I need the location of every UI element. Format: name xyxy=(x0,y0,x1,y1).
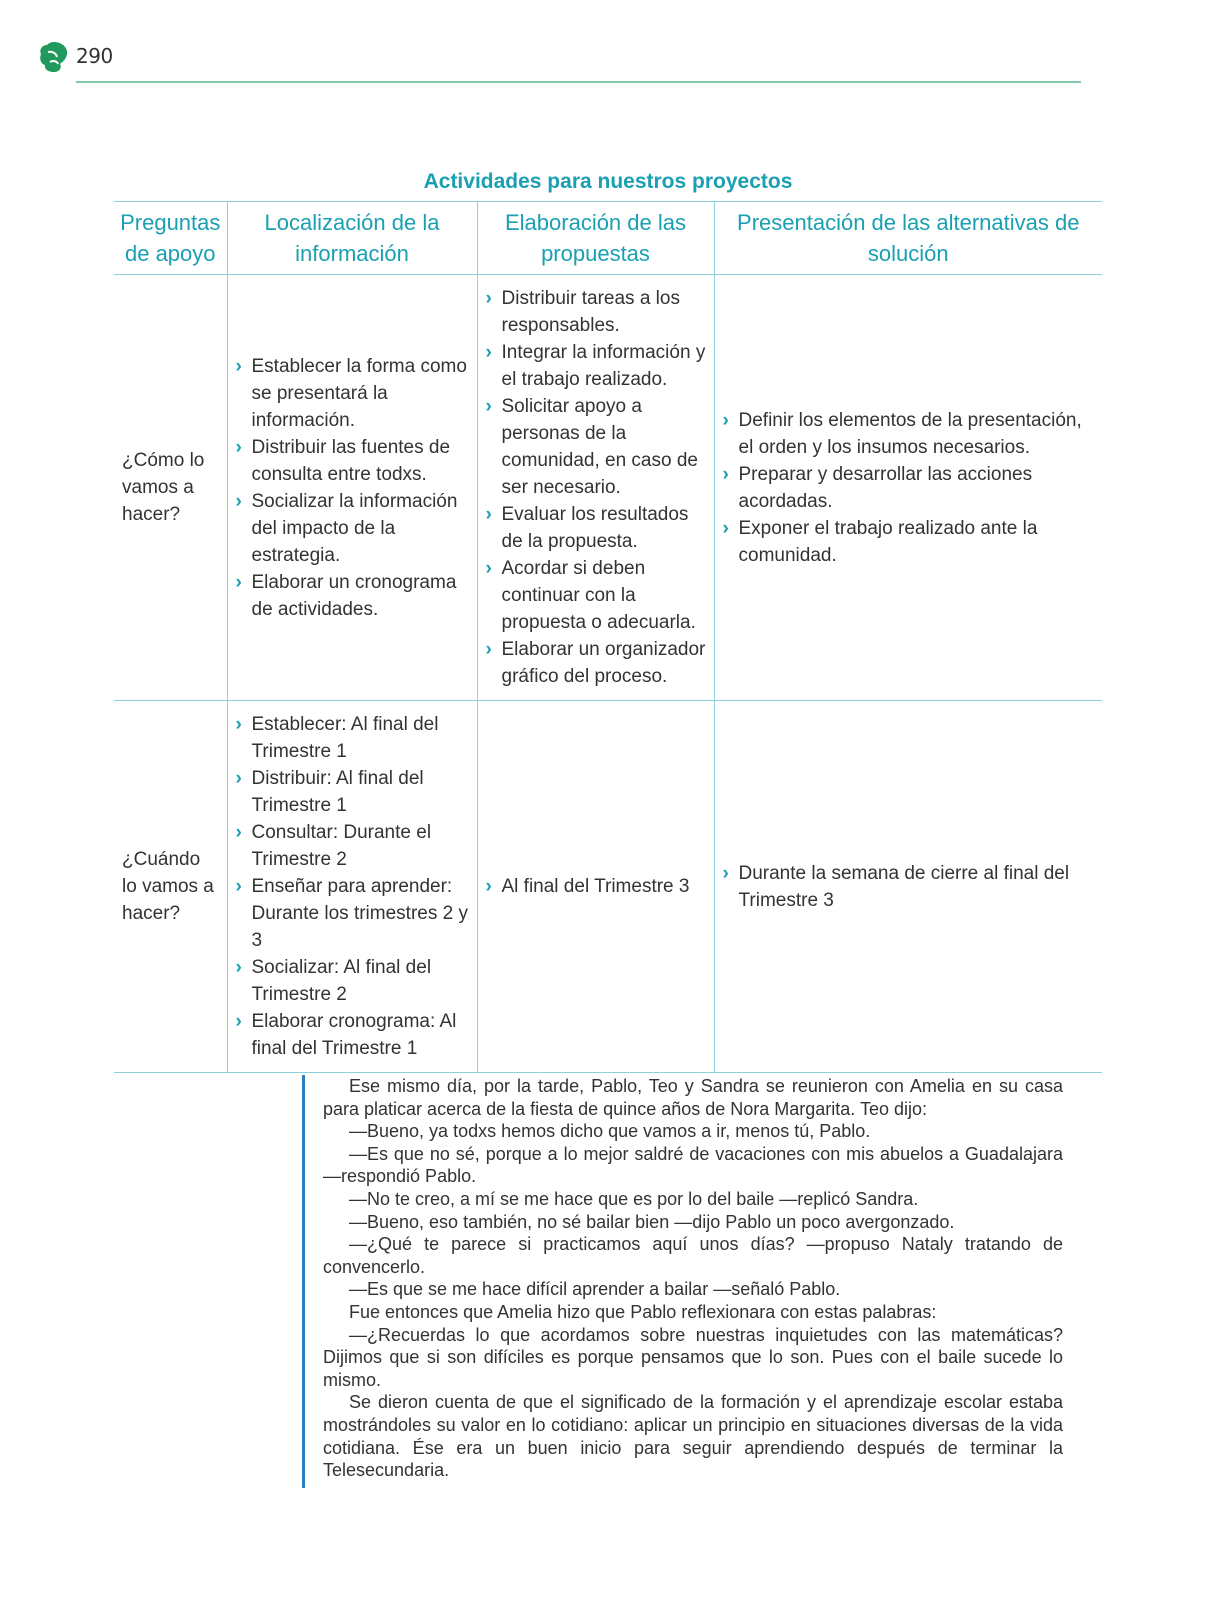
table-row xyxy=(114,701,1102,1073)
list-item: › Distribuir tareas a los responsables. xyxy=(486,285,706,339)
list-item: › Elaborar cronograma: Al final del Trimestre 1 xyxy=(236,1008,469,1062)
list-item: › Enseñar para aprender: Durante los trimestres 2 y 3 xyxy=(236,873,469,954)
story-paragraph: —¿Qué te parece si practicamos aquí unos días? —propuso Nataly tratando de convencerlo. xyxy=(323,1234,1063,1277)
list-item: › Preparar y desarrollar las acciones acordadas. xyxy=(723,461,1095,515)
story-paragraph: —No te creo, a mí se me hace que es por lo del baile —replicó Sandra. xyxy=(349,1188,919,1209)
story-text xyxy=(302,1075,1063,1488)
header-rule xyxy=(76,81,1081,83)
list-item: › Al final del Trimestre 3 xyxy=(486,873,706,900)
list-item: › Consultar: Durante el Trimestre 2 xyxy=(236,819,469,873)
list-item: › Durante la semana de cierre al final del Trimestre 3 xyxy=(723,860,1095,914)
list-item: › Solicitar apoyo a personas de la comunidad, en caso de ser necesario. xyxy=(486,393,706,501)
story-paragraph: Se dieron cuenta de que el significado de la formación y el aprendizaje escolar estaba mostrándoles su valor en lo cotidiano: aplicar un principio en situaciones diversas de la vida cotidiana. Ése era un buen inicio para seguir aprendiendo después de terminar la Telesecundaria. xyxy=(323,1392,1063,1481)
column-header: Localización de la información xyxy=(227,202,477,275)
cell-elaboracion xyxy=(477,275,714,701)
bullet-list xyxy=(236,353,469,623)
story-paragraph: Ese mismo día, por la tarde, Pablo, Teo y Sandra se reunieron con Amelia en su casa para platicar acerca de la fiesta de quince años de Nora Margarita. Teo dijo: xyxy=(323,1076,1063,1119)
column-header: Elaboración de las propuestas xyxy=(477,202,714,275)
column-header: Presentación de las alternativas de solución xyxy=(714,202,1102,275)
list-item: › Elaborar un organizador gráfico del proceso. xyxy=(486,636,706,690)
column-header: Preguntas de apoyo xyxy=(114,202,227,275)
leaf-logo-icon xyxy=(38,40,70,74)
story-paragraph: —Bueno, eso también, no sé bailar bien —dijo Pablo un poco avergonzado. xyxy=(349,1211,955,1232)
page-header xyxy=(38,40,1080,80)
list-item: › Acordar si deben continuar con la propuesta o adecuarla. xyxy=(486,555,706,636)
bullet-list xyxy=(486,285,706,690)
list-item: › Elaborar un cronograma de actividades. xyxy=(236,569,469,623)
activities-table xyxy=(114,201,1102,1073)
page-number: 290 xyxy=(76,44,113,68)
list-item: › Socializar: Al final del Trimestre 2 xyxy=(236,954,469,1008)
list-item: › Distribuir las fuentes de consulta entre todxs. xyxy=(236,434,469,488)
list-item: › Socializar la información del impacto de la estrategia. xyxy=(236,488,469,569)
story-paragraph: —Es que no sé, porque a lo mejor saldré de vacaciones con mis abuelos a Guadalajara —respondió Pablo. xyxy=(323,1143,1063,1187)
row-question: ¿Cuándo lo vamos a hacer? xyxy=(114,701,227,1073)
cell-presentacion xyxy=(714,275,1102,701)
story-paragraph: —¿Recuerdas lo que acordamos sobre nuestras inquietudes con las matemáticas? Dijimos que si son difíciles es porque pensamos que lo son. Pues con el baile sucede lo mismo. xyxy=(323,1324,1063,1390)
list-item: › Definir los elementos de la presentación, el orden y los insumos necesarios. xyxy=(723,407,1095,461)
table-row xyxy=(114,275,1102,701)
story-paragraph: —Es que se me hace difícil aprender a bailar —señaló Pablo. xyxy=(349,1279,841,1300)
table-header-row xyxy=(114,202,1102,275)
list-item: › Distribuir: Al final del Trimestre 1 xyxy=(236,765,469,819)
cell-localizacion xyxy=(227,701,477,1073)
cell-elaboracion xyxy=(477,701,714,1073)
list-item: › Evaluar los resultados de la propuesta. xyxy=(486,501,706,555)
list-item: › Integrar la información y el trabajo realizado. xyxy=(486,339,706,393)
list-item: › Establecer: Al final del Trimestre 1 xyxy=(236,711,469,765)
cell-localizacion xyxy=(227,275,477,701)
row-question: ¿Cómo lo vamos a hacer? xyxy=(114,275,227,701)
table-title: Actividades para nuestros proyectos xyxy=(423,170,793,193)
list-item: › Exponer el trabajo realizado ante la comunidad. xyxy=(723,515,1095,569)
story-paragraph: —Bueno, ya todxs hemos dicho que vamos a ir, menos tú, Pablo. xyxy=(349,1121,871,1142)
bullet-list xyxy=(723,860,1095,914)
story-paragraph: Fue entonces que Amelia hizo que Pablo reflexionara con estas palabras: xyxy=(349,1301,937,1322)
list-item: › Establecer la forma como se presentará la información. xyxy=(236,353,469,434)
bullet-list xyxy=(723,407,1095,569)
bullet-list xyxy=(486,873,706,900)
cell-presentacion xyxy=(714,701,1102,1073)
bullet-list xyxy=(236,711,469,1062)
